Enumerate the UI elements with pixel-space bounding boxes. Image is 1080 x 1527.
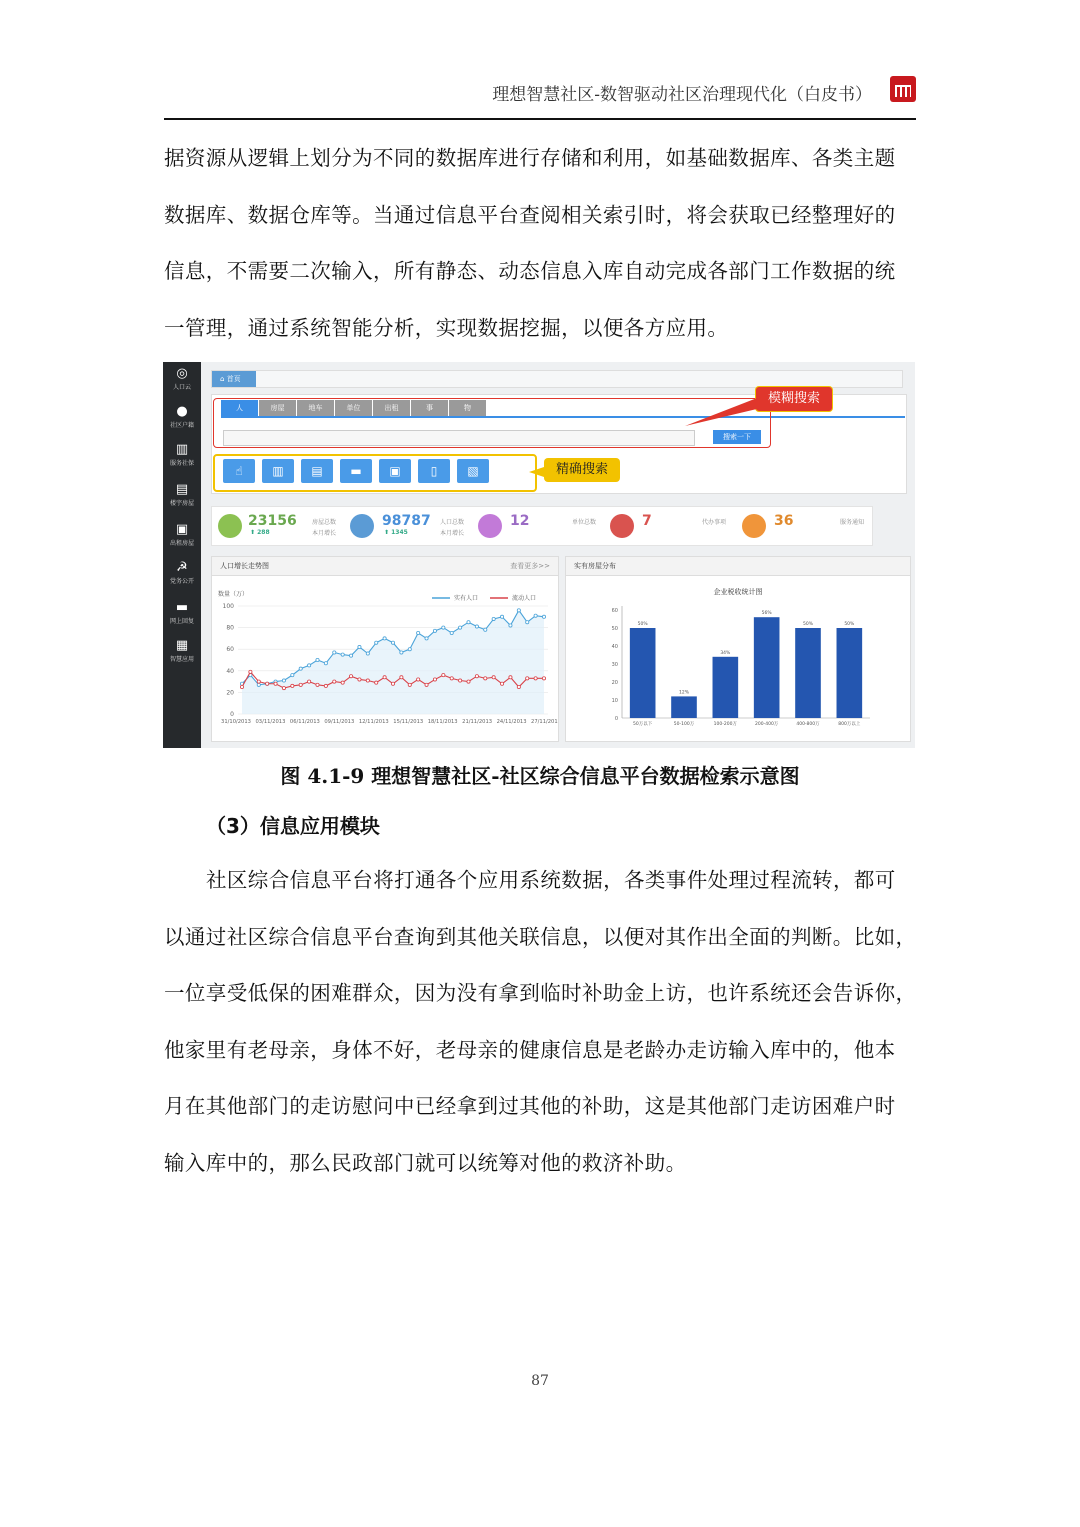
stat-label-1: 房屋总数 [312, 519, 337, 526]
data-point [249, 670, 252, 673]
sidebar-item [163, 366, 201, 391]
stat-label: 服务通知 [840, 519, 865, 526]
x-tick-label: 12/11/2013 [358, 719, 389, 725]
x-tick-label: 50-100万 [673, 722, 695, 727]
stat-growth-value: 288 [257, 529, 270, 536]
sidebar-item [163, 522, 201, 547]
sidebar-label: 社区户籍 [169, 422, 194, 429]
stat-value: 23156 [248, 513, 297, 529]
sidebar-item [163, 404, 201, 429]
search-button: 搜索一下 [713, 430, 761, 444]
y-tick-label: 40 [611, 644, 618, 650]
stat-label: 代办事项 [702, 519, 727, 526]
stats-strip [211, 506, 873, 546]
x-tick-label: 200-400万 [755, 722, 779, 727]
x-tick-label: 100-200万 [713, 722, 737, 727]
stat-label-2: 本月增长 [312, 530, 337, 537]
sidebar-label: 楼宇房屋 [169, 500, 194, 507]
bar-data-label: 34% [720, 650, 731, 656]
y-tick-label: 30 [611, 662, 618, 668]
data-point [509, 676, 512, 679]
breadcrumb-label: 首页 [226, 375, 241, 383]
y-tick-label: 60 [226, 646, 234, 654]
data-point [333, 680, 336, 683]
data-point [383, 676, 386, 679]
bar [713, 657, 739, 718]
data-point [240, 685, 243, 688]
data-point [500, 682, 503, 685]
stat-growth: ⬆ 1345 [384, 529, 408, 536]
panel-title: 人口增长走势图 [212, 557, 558, 576]
body-paragraph [164, 852, 918, 1191]
package-query-button [457, 459, 489, 483]
x-tick-label: 24/11/2013 [496, 719, 527, 725]
stat-label [440, 517, 464, 539]
data-point [299, 667, 302, 670]
data-point [282, 686, 285, 689]
data-point [349, 675, 352, 678]
section-subheading: （3）信息应用模块 [206, 814, 380, 838]
x-tick-label: 31/10/2013 [221, 719, 251, 725]
compass-icon: ◎ [176, 366, 188, 381]
data-point [391, 641, 394, 644]
legend-label: 流动人口 [512, 595, 537, 602]
intro-paragraph [164, 130, 918, 356]
x-tick-label: 800万以上 [838, 722, 861, 727]
y-tick-label: 80 [226, 624, 234, 632]
briefcase-query-button [340, 459, 372, 483]
area-fill [242, 610, 544, 714]
data-point [333, 651, 336, 654]
sidebar-label: 人口云 [172, 384, 191, 391]
stat-label-1: 人口总数 [440, 519, 465, 526]
sidebar-label: 出租房屋 [169, 540, 194, 547]
stat-value: 36 [774, 513, 794, 529]
x-tick-label: 03/11/2013 [255, 719, 286, 725]
intro-line: 数据库、数据仓库等。当通过信息平台查阅相关索引时，将会获取已经整理好的 [164, 202, 896, 227]
data-point [442, 674, 445, 677]
body-line: 以通过社区综合信息平台查询到其他关联信息，以便对其作出全面的判断。比如， [164, 924, 917, 949]
publisher-logo [890, 76, 916, 102]
bank-icon: ▥ [175, 442, 189, 457]
data-point [534, 614, 537, 617]
stat-value: 98787 [382, 513, 431, 529]
data-point [400, 676, 403, 679]
sidebar [163, 362, 201, 748]
data-point [425, 637, 428, 640]
building-query-button [301, 459, 333, 483]
book-query-button [418, 459, 450, 483]
data-point [257, 683, 260, 686]
tab-object: 物 [449, 400, 486, 416]
data-point [467, 680, 470, 683]
data-point [475, 675, 478, 678]
data-point [492, 676, 495, 679]
stat-value: 7 [642, 513, 652, 529]
data-point [366, 679, 369, 682]
page-number: 87 [531, 1373, 549, 1389]
x-tick-label: 18/11/2013 [427, 719, 458, 725]
y-tick-label: 0 [614, 716, 618, 722]
data-point [408, 648, 411, 651]
data-point [467, 621, 470, 624]
sidebar-label: 智慧应用 [169, 656, 194, 663]
tab-person: 人 [221, 400, 258, 416]
figure-caption: 图 4.1-9 理想智慧社区-社区综合信息平台数据检索示意图 [280, 764, 800, 788]
data-point [316, 658, 319, 661]
data-point [484, 628, 487, 631]
panel-title: 实有房屋分布 [566, 557, 910, 576]
data-point [442, 626, 445, 629]
hand-pointer-icon: ☝ [235, 464, 243, 478]
sidebar-item [163, 560, 201, 585]
data-point [257, 680, 260, 683]
data-point [526, 677, 529, 680]
data-point [517, 609, 520, 612]
data-point [349, 654, 352, 657]
x-tick-label: 21/11/2013 [462, 719, 493, 725]
data-point [308, 664, 311, 667]
chart-title: 企业税收统计图 [713, 588, 763, 596]
data-point [358, 678, 361, 681]
body-line: 月在其他部门的走访慰问中已经拿到过其他的补助，这是其他部门走访困难户时 [164, 1094, 896, 1118]
todo-stat-icon [610, 514, 634, 538]
body-line: 输入库中的，那么民政部门就可以统筹对他的救济补助。 [164, 1150, 687, 1175]
sidebar-item [163, 442, 201, 467]
x-tick-label: 06/11/2013 [289, 719, 320, 725]
person-stat-icon [350, 514, 374, 538]
data-point [517, 685, 520, 688]
view-more-link: 查看更多>> [510, 562, 550, 570]
grid-icon: ▦ [175, 638, 189, 653]
y-tick-label: 100 [222, 603, 234, 610]
tab-unit: 单位 [335, 400, 372, 416]
printer-icon: ▣ [389, 464, 401, 478]
population-trend-panel [211, 556, 559, 742]
data-point [459, 626, 462, 629]
briefcase-icon: ▬ [350, 464, 362, 478]
y-tick-label: 50 [611, 626, 618, 632]
data-point [450, 677, 453, 680]
data-point [492, 617, 495, 620]
bar-data-label: 50% [844, 622, 855, 627]
x-tick-label: 15/11/2013 [393, 719, 424, 725]
data-point [484, 677, 487, 680]
data-point [316, 683, 319, 686]
data-point [324, 662, 327, 665]
platform-screenshot [163, 362, 915, 748]
data-point [308, 680, 311, 683]
party-icon: ☭ [176, 560, 188, 575]
y-tick-label: 40 [226, 667, 234, 675]
body-line: 社区综合信息平台将打通各个应用系统数据，各类事件处理过程流转，都可 [206, 868, 896, 892]
building-icon: ▤ [175, 482, 189, 497]
data-point [375, 641, 378, 644]
sidebar-item [163, 600, 201, 625]
stat-label: 单位总数 [572, 519, 597, 526]
data-point [291, 684, 294, 687]
data-point [391, 682, 394, 685]
data-point [274, 682, 277, 685]
x-tick-label: 09/11/2013 [324, 719, 355, 725]
data-point [450, 631, 453, 634]
bank-icon: ▥ [272, 464, 284, 478]
data-point [341, 681, 344, 684]
data-point [417, 631, 420, 634]
data-point [383, 637, 386, 640]
exact-callout-pointer [529, 466, 547, 478]
x-tick-label: 50万以下 [633, 722, 653, 727]
housing-distribution-panel [565, 556, 911, 742]
data-point [433, 629, 436, 632]
data-point [534, 677, 537, 680]
printer-query-button [379, 459, 411, 483]
sidebar-label: 党务公开 [169, 578, 194, 585]
tax-bar-chart [566, 576, 910, 740]
running-header [164, 80, 916, 108]
data-point [509, 624, 512, 627]
sidebar-item [163, 638, 201, 663]
bar-data-label: 12% [678, 690, 690, 696]
data-point [299, 683, 302, 686]
data-point [266, 682, 269, 685]
bar [754, 617, 780, 718]
book-icon: ▯ [430, 464, 438, 478]
population-line-chart [212, 576, 558, 740]
tab-vehicle: 地车 [297, 400, 334, 416]
data-point [475, 625, 478, 628]
data-point [282, 679, 285, 682]
x-tick-label: 400-800万 [796, 722, 820, 727]
data-point [542, 615, 545, 618]
intro-line: 信息，不需要二次输入，所有静态、动态信息入库自动完成各部门工作数据的统 [164, 259, 896, 283]
bank-query-button [262, 459, 294, 483]
bar [837, 628, 863, 718]
data-point [500, 615, 503, 618]
data-point [291, 674, 294, 677]
bar [630, 628, 656, 718]
sidebar-label: 服务社保 [169, 460, 194, 467]
data-point [341, 653, 344, 656]
y-tick-label: 20 [226, 689, 234, 697]
person-query-button [223, 459, 255, 483]
stat-value: 12 [510, 513, 530, 529]
x-tick-label: 27/11/2013 [531, 719, 558, 725]
data-point [366, 652, 369, 655]
fuzzy-callout-pointer [683, 396, 763, 428]
intro-line: 一管理，通过系统智能分析，实现数据挖掘，以便各方应用。 [164, 315, 729, 340]
header-title: 理想智慧社区-数智驱动社区治理现代化（白皮书） [492, 85, 872, 105]
data-point [542, 677, 545, 680]
legend-label: 实有人口 [454, 595, 479, 602]
data-point [459, 679, 462, 682]
breadcrumb-home: ⌂ 首页 [212, 371, 256, 387]
exact-search-callout: 精确搜索 [544, 458, 620, 482]
data-point [526, 621, 529, 624]
house-stat-icon [218, 514, 242, 538]
bar-data-label: 50% [637, 622, 648, 627]
y-tick-label: 10 [611, 698, 618, 704]
data-point [324, 684, 327, 687]
package-icon: ▧ [467, 464, 479, 478]
sidebar-label: 网上回复 [169, 618, 194, 625]
tab-event: 事 [411, 400, 448, 416]
unit-stat-icon [478, 514, 502, 538]
chat-icon: ▬ [175, 600, 189, 615]
body-line: 他家里有老母亲，身体不好，老母亲的健康信息是老龄办走访输入库中的，他本 [164, 1037, 896, 1062]
bar-data-label: 50% [802, 622, 814, 627]
body-line: 一位享受低保的困难群众，因为没有拿到临时补助金上访，也许系统还会告诉你， [164, 981, 917, 1005]
fuzzy-search-callout: 模糊搜索 [755, 386, 833, 412]
sidebar-item [163, 482, 201, 507]
tab-house: 房屋 [259, 400, 296, 416]
stat-growth: ⬆ 288 [250, 529, 270, 536]
header-rule [164, 118, 916, 120]
y-axis-label: 数量（万） [218, 591, 249, 598]
user-icon: ● [176, 404, 188, 419]
notice-stat-icon [742, 514, 766, 538]
bar-data-label: 56% [761, 611, 772, 617]
stat-label [312, 517, 336, 539]
y-tick-label: 20 [611, 680, 618, 686]
data-point [425, 683, 428, 686]
stat-label-2: 本月增长 [440, 530, 465, 537]
stat-growth-value: 1345 [391, 529, 408, 536]
house-icon: ▣ [175, 522, 189, 537]
data-point [400, 651, 403, 654]
y-tick-label: 60 [611, 608, 618, 614]
tab-rental: 出租 [373, 400, 410, 416]
data-point [358, 645, 361, 648]
data-point [408, 683, 411, 686]
bar [671, 696, 697, 718]
bar [795, 628, 821, 718]
building-icon: ▤ [311, 464, 323, 478]
data-point [417, 678, 420, 681]
intro-line: 据资源从逻辑上划分为不同的数据库进行存储和利用，如基础数据库、各类主题 [164, 146, 896, 170]
data-point [433, 678, 436, 681]
y-tick-label: 0 [230, 711, 234, 718]
data-point [375, 681, 378, 684]
